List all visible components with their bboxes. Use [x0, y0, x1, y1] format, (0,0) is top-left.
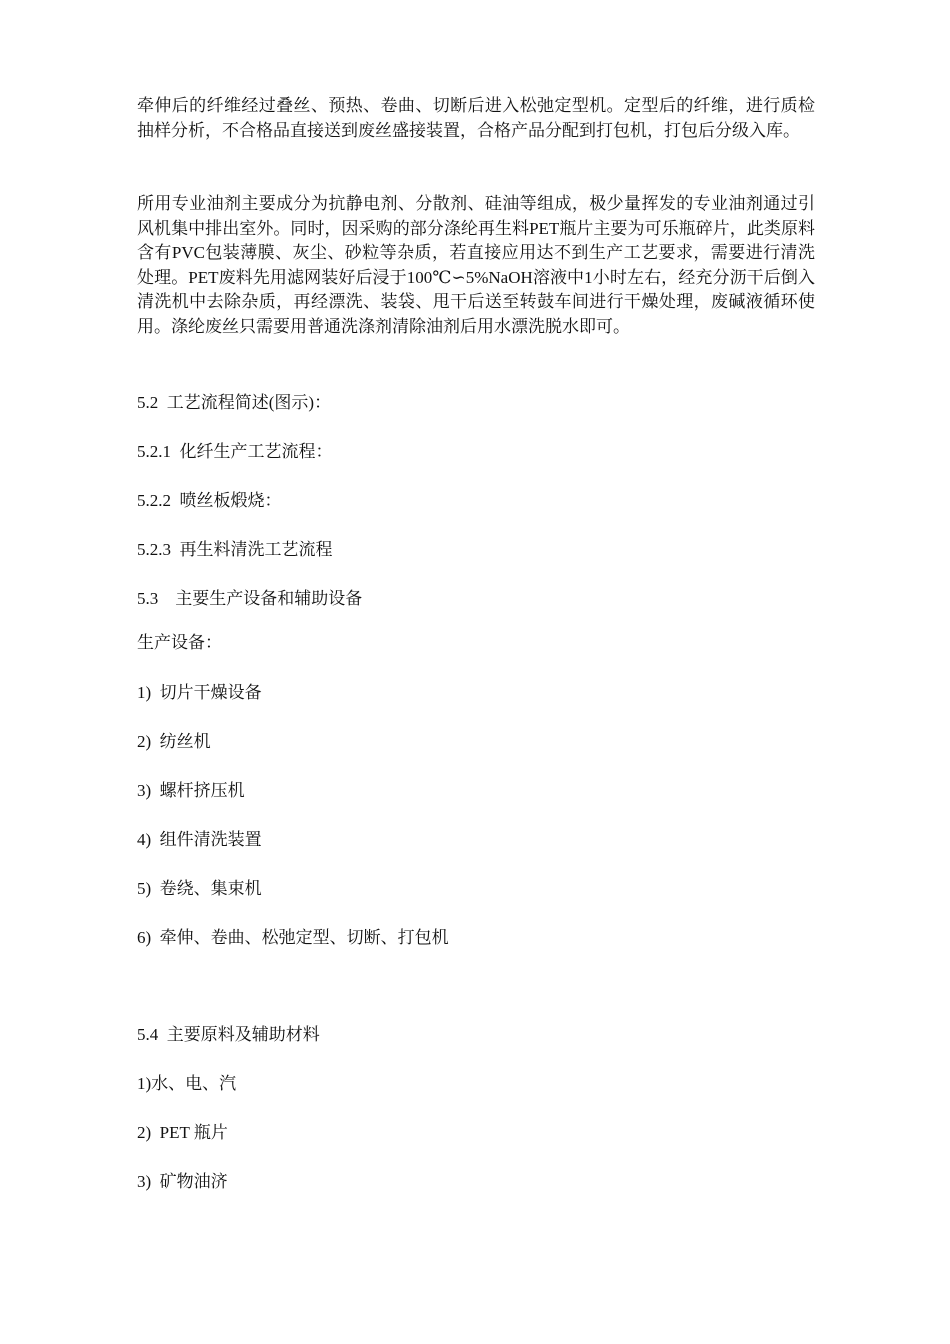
material-item: 3) 矿物油济 [137, 1172, 228, 1191]
equipment-item: 3) 螺杆挤压机 [137, 781, 245, 800]
material-item: 1)水、电、汽 [137, 1074, 237, 1093]
equipment-item: 4) 组件清洗装置 [137, 830, 262, 849]
material-item: 2) PET 瓶片 [137, 1123, 228, 1142]
heading-5-4: 5.4 主要原料及辅助材料 [137, 1025, 320, 1044]
paragraph-drawing-process: 牵伸后的纤维经过叠丝、预热、卷曲、切断后进入松弛定型机。定型后的纤维，进行质检抽样分析，不合格品直接送到废丝盛接装置，合格产品分配到打包机，打包后分级入库。 [137, 96, 815, 140]
equipment-item: 2) 纺丝机 [137, 732, 211, 751]
equipment-label: 生产设备： [137, 633, 222, 652]
heading-5-2-1: 5.2.1 化纤生产工艺流程： [137, 442, 333, 461]
heading-5-3: 5.3 主要生产设备和辅助设备 [137, 589, 363, 608]
paragraph-oil-agent-cleaning: 所用专业油剂主要成分为抗静电剂、分散剂、硅油等组成，极少量挥发的专业油剂通过引风机集中排出室外。同时，因采购的部分涤纶再生料PET瓶片主要为可乐瓶碎片，此类原料含有PVC包装薄膜、灰尘、砂粒等杂质，若直接应用达不到生产工艺要求，需要进行清洗处理。PET废料先用滤网装好后浸于100℃∽5%NaOH溶液中1小时左右，经充分沥干后倒入清洗机中去除杂质，再经漂洗、装袋、甩干后送至转鼓车间进行干燥处理，废碱液循环使用。涤纶废丝只需要用普通洗涤剂清除油剂后用水漂洗脱水即可。 [137, 194, 815, 336]
equipment-item: 1) 切片干燥设备 [137, 683, 262, 702]
heading-5-2: 5.2 工艺流程简述(图示)： [137, 393, 332, 412]
equipment-item: 5) 卷绕、集束机 [137, 879, 262, 898]
heading-5-2-3: 5.2.3 再生料清洗工艺流程 [137, 540, 333, 559]
heading-5-2-2: 5.2.2 喷丝板煅烧： [137, 491, 282, 510]
equipment-item: 6) 牵伸、卷曲、松弛定型、切断、打包机 [137, 928, 449, 947]
